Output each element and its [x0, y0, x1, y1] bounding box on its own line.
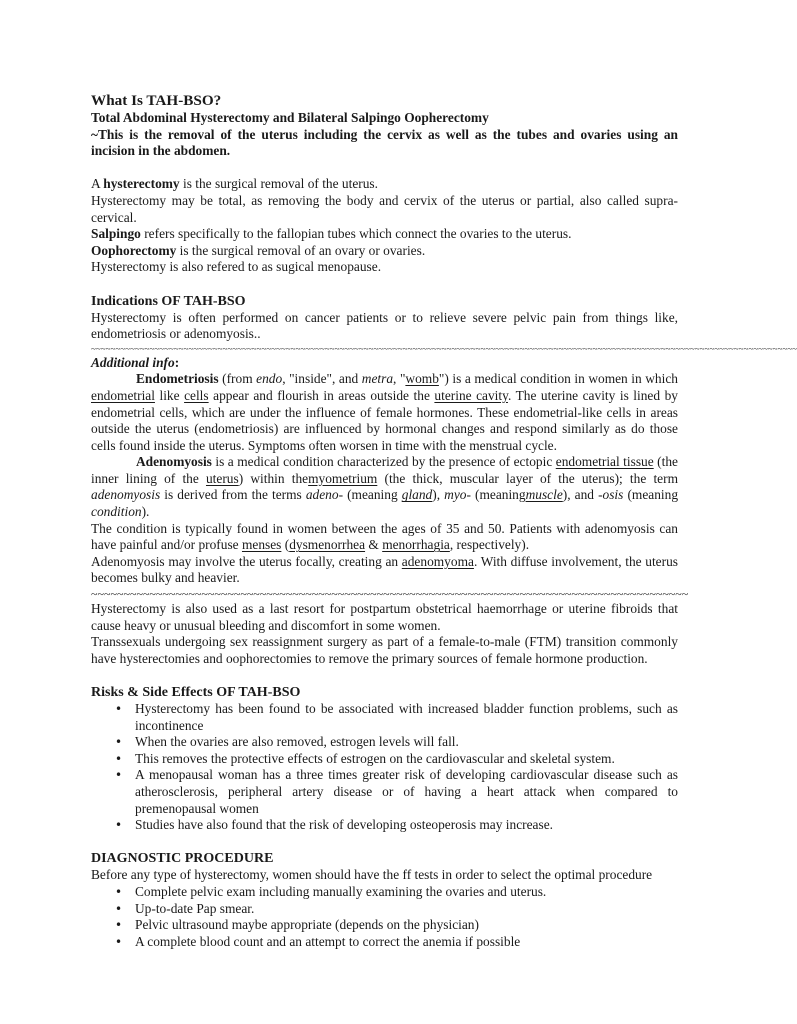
- link-muscle[interactable]: muscle: [525, 487, 563, 503]
- divider-tilde: ~~~~~~~~~~~~~~~~~~~~~~~~~~~~~~~~~~~~~~~~~~~~~~~~~~~~~~~~~~~~~~~~~~~~~~~~~~~~~~~~~~~~~~~~~~~~~~~~~~~~~~~~~~~~~~~~~~~~~~~~~~~~~~~~~~~~~~~~~~~~~~~~~: [91, 343, 797, 354]
- page-title: What Is TAH-BSO?: [91, 92, 222, 109]
- endometriosis-paragraph: Endometriosis (from endo, "inside", and metra, "womb") is a medical condition in women in which endometrial like cells appear and flourish in areas outside the uterine cavity. The uterine cavity is lined by endometrial cells, which are under the influence of female hormones. These endometrial-like cells in areas outside the uterus (endometriosis) are influenced by hormonal changes and respond similarly as do those cells found inside the uterus. Symptoms often worsen in time with the menstrual cycle.: [91, 371, 678, 453]
- link-adenomyoma[interactable]: adenomyoma: [401, 553, 474, 569]
- list-item: • This removes the protective effects of estrogen on the cardiovascular and skeletal system.: [135, 751, 678, 768]
- divider-tilde-2: ~~~~~~~~~~~~~~~~~~~~~~~~~~~~~~~~~~~~~~~~~~~~~~~~~~~~~~~~~~~~~~~~~~~~~~~~~~~~~~~~~~~~~~~~~~~~: [91, 587, 689, 602]
- list-item: • When the ovaries are also removed, estrogen levels will fall.: [135, 734, 678, 751]
- additional-info-label: Additional info:: [91, 354, 180, 370]
- link-uterine-cavity[interactable]: uterine cavity: [434, 387, 508, 403]
- summary: ~This is the removal of the uterus including the cervix as well as the tubes and ovaries using an incision in the abdomen.: [91, 126, 678, 159]
- list-item: • A menopausal woman has a three times greater risk of developing cardiovascular disease such as atherosclerosis, peripheral artery disease or of having a heart attack when compared to premenopausal women: [135, 767, 678, 817]
- definition-hysterectomy: A hysterectomy is the surgical removal of the uterus.: [91, 176, 378, 192]
- link-dysmenorrhea[interactable]: dysmenorrhea: [289, 537, 366, 553]
- document-body: [91, 91, 797, 950]
- indications-text: Hysterectomy is often performed on cancer patients or to relieve severe pelvic pain from things like, endometriosis or adenomyosis..: [91, 309, 678, 342]
- indications-heading: Indications OF TAH-BSO: [91, 293, 246, 309]
- risks-heading: Risks & Side Effects OF TAH-BSO: [91, 685, 301, 700]
- subtitle: Total Abdominal Hysterectomy and Bilateral Salpingo Oopherectomy: [91, 110, 489, 125]
- definition-total-partial: Hysterectomy may be total, as removing the body and cervix of the uterus or partial, also called supra-cervical.: [91, 192, 678, 225]
- list-item: • Up-to-date Pap smear.: [135, 901, 678, 918]
- risks-list: [91, 701, 678, 834]
- link-endometrial-tissue[interactable]: endometrial tissue: [555, 454, 654, 470]
- diagnostic-heading: DIAGNOSTIC PROCEDURE: [91, 851, 274, 867]
- transsexuals-paragraph: Transsexuals undergoing sex reassignment surgery as part of a female-to-male (FTM) transition commonly have hysterectomies and oophorectomies to remove the primary sources of female hormone production.: [91, 634, 678, 666]
- focal-paragraph: Adenomyosis may involve the uterus focally, creating an adenomyoma. With diffuse involvement, the uterus becomes bulky and heavier.: [91, 553, 678, 586]
- adenomyosis-paragraph: Adenomyosis is a medical condition characterized by the presence of ectopic endometrial tissue (the inner lining of the uterus) within themyometrium (the thick, muscular layer of the uterus); the term adenomyosis is derived from the terms adeno- (meaning gland), myo- (meaningmuscle), and -osis (meaning condition).: [91, 454, 679, 520]
- link-endometrial[interactable]: endometrial: [91, 387, 155, 403]
- list-item: • Hysterectomy has been found to be associated with increased bladder function problems, such as incontinence: [135, 701, 678, 734]
- definition-oophorectomy: Oophorectomy is the surgical removal of an ovary or ovaries.: [91, 242, 426, 258]
- link-menses[interactable]: menses: [241, 537, 282, 553]
- diagnostic-intro: Before any type of hysterectomy, women should have the ff tests in order to select the optimal procedure: [91, 867, 653, 883]
- diagnostic-list: [91, 884, 678, 950]
- link-myometrium[interactable]: myometrium: [308, 470, 378, 486]
- link-cells[interactable]: cells: [184, 387, 209, 403]
- definition-menopause: Hysterectomy is also refered to as sugical menopause.: [91, 259, 382, 275]
- link-womb[interactable]: womb: [405, 371, 439, 387]
- link-uterus[interactable]: uterus: [205, 470, 239, 486]
- last-resort-paragraph: Hysterectomy is also used as a last resort for postpartum obstetrical haemorrhage or uterine fibroids that cause heavy or unusual bleeding and discomfort in some women.: [91, 601, 678, 633]
- link-menorrhagia[interactable]: menorrhagia: [382, 537, 450, 553]
- list-item: • A complete blood count and an attempt to correct the anemia if possible: [135, 934, 678, 951]
- list-item: • Studies have also found that the risk of developing osteoperosis may increase.: [135, 817, 678, 834]
- condition-paragraph: The condition is typically found in women between the ages of 35 and 50. Patients with adenomyosis can have painful and/or profuse menses (dysmenorrhea & menorrhagia, respectively).: [91, 520, 678, 553]
- definition-salpingo: Salpingo refers specifically to the fallopian tubes which connect the ovaries to the uterus.: [91, 226, 572, 242]
- list-item: • Complete pelvic exam including manually examining the ovaries and uterus.: [135, 884, 678, 901]
- link-gland[interactable]: gland: [401, 487, 433, 503]
- list-item: • Pelvic ultrasound maybe appropriate (depends on the physician): [135, 917, 678, 934]
